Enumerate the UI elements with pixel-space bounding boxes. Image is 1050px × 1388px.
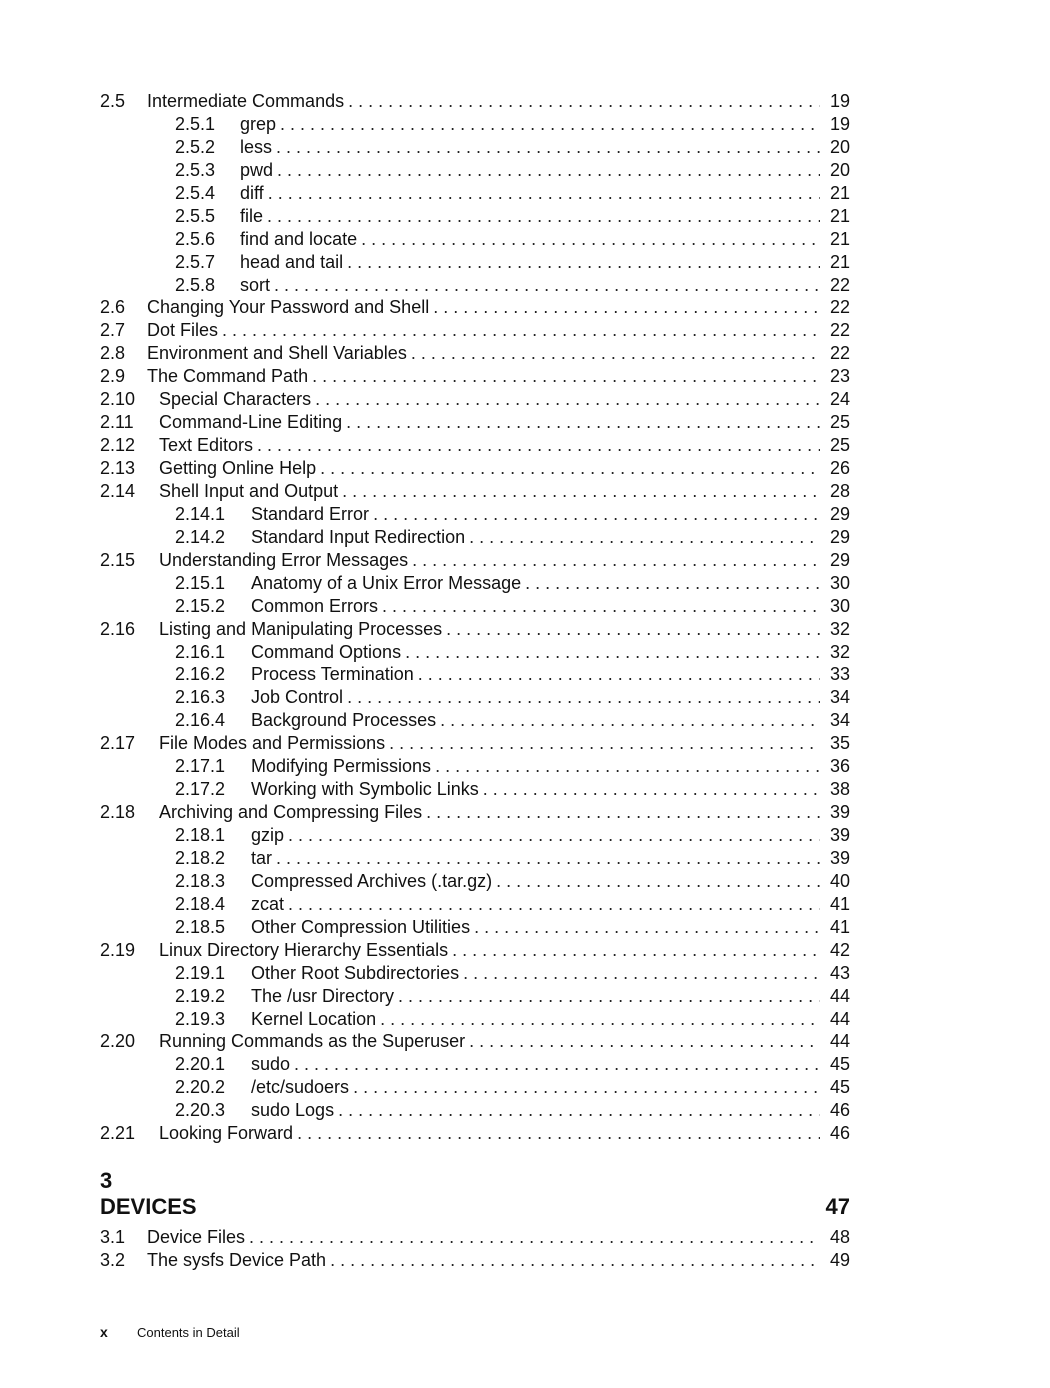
dot-leader (412, 549, 820, 572)
toc-entry-number: 2.5.3 (175, 159, 216, 180)
toc-entry-title: Process Termination (251, 664, 414, 685)
toc-entry[interactable] (100, 434, 850, 457)
toc-entry-page: 36 (829, 756, 850, 777)
dot-leader (353, 1076, 820, 1099)
toc-entry-number: 2.17.1 (175, 756, 226, 777)
toc-entry-page: 25 (829, 412, 850, 433)
toc-entry-page: 39 (829, 802, 850, 823)
dot-leader (483, 778, 820, 801)
toc-entry-page: 21 (829, 205, 850, 226)
toc-entry-page: 46 (829, 1100, 850, 1121)
toc-entry-page: 29 (829, 503, 850, 524)
dot-leader (411, 342, 820, 365)
toc-entry-page: 21 (829, 251, 850, 272)
toc-entry-title: Anatomy of a Unix Error Message (251, 572, 522, 593)
toc-entry[interactable] (100, 1122, 850, 1145)
toc-entry-title: Looking Forward (159, 1123, 294, 1144)
toc-entry-number: 2.5 (100, 91, 126, 111)
dot-leader (389, 732, 820, 755)
dot-leader (297, 1122, 820, 1145)
toc-entry[interactable] (100, 939, 850, 962)
toc-entry[interactable] (100, 503, 850, 526)
toc-entry-page: 25 (829, 435, 850, 456)
dot-leader (347, 686, 820, 709)
toc-entry-number: 2.18.1 (175, 825, 226, 845)
page-folio: x (100, 1324, 108, 1340)
toc-entry-page: 49 (829, 1249, 850, 1270)
toc-entry-title: Modifying Permissions (251, 756, 432, 777)
toc-entry-page: 45 (829, 1077, 850, 1098)
toc-entry-page: 30 (829, 572, 850, 593)
toc-entry-number: 2.5.6 (175, 228, 216, 249)
toc-entry-page: 29 (829, 549, 850, 570)
toc-entry-title: Command-Line Editing (159, 412, 343, 433)
toc-entry[interactable] (100, 572, 850, 595)
dot-leader (315, 388, 820, 411)
running-title: Contents in Detail (137, 1325, 240, 1340)
toc-entry-title: less (240, 136, 273, 157)
toc-entry-title: diff (240, 182, 264, 203)
toc-entry-page: 21 (829, 228, 850, 249)
toc-entry-number: 2.19.1 (175, 962, 226, 983)
toc-entry-page: 39 (829, 825, 850, 845)
toc-entry-number: 2.16 (100, 618, 136, 639)
dot-leader (452, 939, 820, 962)
toc-entry[interactable] (100, 755, 850, 778)
dot-leader (361, 228, 820, 251)
toc-entry-title: gzip (251, 825, 285, 845)
toc-entry-number: 2.17 (100, 733, 136, 754)
toc-entry-title: Standard Error (251, 503, 370, 524)
toc-entry-number: 2.18.5 (175, 916, 226, 937)
dot-leader (474, 916, 820, 939)
toc-entry-page: 42 (829, 939, 850, 960)
toc-entry-title: Job Control (251, 687, 344, 708)
toc-entry[interactable] (100, 251, 850, 274)
dot-leader (312, 365, 820, 388)
toc-entry-page: 34 (829, 687, 850, 708)
chapter-heading (100, 1194, 850, 1220)
toc-entry-title: Archiving and Compressing Files (159, 802, 423, 823)
toc-entry[interactable] (100, 1249, 850, 1272)
toc-entry[interactable] (100, 641, 850, 664)
toc-entry-number: 2.5.2 (175, 136, 216, 157)
toc-entry-title: Listing and Manipulating Processes (159, 618, 443, 639)
toc-entry-page: 22 (829, 297, 850, 318)
toc-entry[interactable] (100, 1008, 850, 1031)
toc-entry-title: The /usr Directory (251, 985, 395, 1006)
dot-leader (274, 274, 820, 297)
toc-entry-number: 2.18.3 (175, 870, 226, 891)
dot-leader (469, 526, 820, 549)
toc-entry-number: 2.16.4 (175, 710, 226, 731)
toc-entry-title: Running Commands as the Superuser (159, 1031, 466, 1052)
dot-leader (440, 709, 820, 732)
toc-entry[interactable] (100, 778, 850, 801)
toc-entry-title: Kernel Location (251, 1008, 377, 1029)
chapter-title: DEVICES (100, 1194, 197, 1219)
toc-entry-page: 43 (829, 962, 850, 983)
toc-entry[interactable] (100, 319, 850, 342)
dot-leader (268, 182, 820, 205)
toc-entry-title: Environment and Shell Variables (147, 343, 407, 364)
toc-entry-page: 32 (829, 641, 850, 662)
dot-leader (426, 801, 820, 824)
toc-entry[interactable] (100, 113, 850, 136)
toc-entry-title: sudo Logs (251, 1100, 335, 1121)
dot-leader (346, 411, 820, 434)
toc-entry-title: sudo (251, 1054, 291, 1075)
toc-entry-title: file (240, 205, 264, 226)
toc-entry-number: 2.5.7 (175, 251, 216, 272)
toc-entry-title: Understanding Error Messages (159, 549, 409, 570)
toc-entry-title: Compressed Archives (.tar.gz) (251, 870, 493, 891)
toc-entry[interactable] (100, 709, 850, 732)
toc-entry[interactable] (100, 1053, 850, 1076)
toc-entry-number: 2.16.1 (175, 641, 226, 662)
dot-leader (469, 1030, 820, 1053)
toc-entry-title: Command Options (251, 641, 402, 662)
chapter-toc-list (100, 1226, 850, 1272)
dot-leader (405, 641, 820, 664)
toc-entry-title: Background Processes (251, 710, 437, 731)
toc-entry-page: 48 (829, 1227, 850, 1247)
toc-entry-number: 2.19 (100, 939, 136, 960)
dot-leader (249, 1226, 820, 1249)
toc-entry[interactable] (100, 274, 850, 297)
dot-leader (288, 893, 820, 916)
dot-leader (348, 90, 820, 113)
toc-entry-title: Shell Input and Output (159, 480, 339, 501)
toc-entry[interactable] (100, 296, 850, 319)
toc-entry[interactable] (100, 228, 850, 251)
toc-entry-title: The sysfs Device Path (147, 1249, 327, 1270)
toc-entry-number: 2.15.2 (175, 595, 226, 616)
dot-leader (435, 755, 820, 778)
toc-entry-title: Other Root Subdirectories (251, 962, 460, 983)
toc-entry-page: 35 (829, 733, 850, 754)
toc-entry-title: Common Errors (251, 595, 379, 616)
toc-entry-number: 2.19.2 (175, 985, 226, 1006)
toc-entry-number: 2.8 (100, 343, 126, 364)
toc-entry-title: pwd (240, 159, 274, 180)
dot-leader (267, 205, 820, 228)
toc-entry[interactable] (100, 388, 850, 411)
toc-entry-number: 2.20.3 (175, 1100, 226, 1121)
toc-entry-title: Changing Your Password and Shell (147, 297, 430, 318)
toc-entry[interactable] (100, 342, 850, 365)
toc-entry[interactable] (100, 985, 850, 1008)
toc-entry-page: 20 (829, 159, 850, 180)
toc-entry-number: 2.9 (100, 366, 126, 387)
toc-entry-page: 44 (829, 1008, 850, 1029)
toc-entry[interactable] (100, 732, 850, 755)
toc-entry-page: 21 (829, 182, 850, 203)
toc-entry-title: Other Compression Utilities (251, 916, 471, 937)
dot-leader (380, 1008, 820, 1031)
toc-entry-title: Standard Input Redirection (251, 526, 466, 547)
dot-leader (320, 457, 820, 480)
toc-entry[interactable] (100, 457, 850, 480)
dot-leader (222, 319, 820, 342)
toc-entry-page: 34 (829, 710, 850, 731)
toc-entry-number: 2.21 (100, 1123, 136, 1144)
toc-entry-title: Dot Files (147, 320, 219, 341)
toc-entry-page: 30 (829, 595, 850, 616)
toc-entry-title: The Command Path (147, 366, 309, 387)
dot-leader (338, 1099, 820, 1122)
toc-entry-number: 3.2 (100, 1249, 126, 1270)
dot-leader (418, 663, 820, 686)
toc-entry-title: Text Editors (159, 435, 254, 456)
toc-entry-title: /etc/sudoers (251, 1077, 350, 1098)
toc-entry-title: Intermediate Commands (147, 91, 345, 111)
dot-leader (525, 572, 820, 595)
dot-leader (433, 296, 820, 319)
toc-entry[interactable] (100, 801, 850, 824)
toc-entry[interactable] (100, 182, 850, 205)
page-footer (100, 1323, 240, 1342)
toc-entry-title: Getting Online Help (159, 458, 317, 478)
toc-entry-page: 22 (829, 320, 850, 341)
toc-entry[interactable] (100, 618, 850, 641)
toc-entry-number: 2.7 (100, 320, 126, 341)
toc-entry-title: File Modes and Permissions (159, 733, 386, 754)
toc-entry-page: 38 (829, 779, 850, 800)
toc-entry-page: 39 (829, 847, 850, 868)
toc-entry[interactable] (100, 526, 850, 549)
dot-leader (382, 595, 820, 618)
toc-entry-page: 41 (829, 916, 850, 937)
toc-entry-number: 2.18.2 (175, 847, 226, 868)
toc-entry[interactable] (100, 480, 850, 503)
toc-entry-number: 2.11 (100, 412, 134, 433)
toc-entry-title: grep (240, 113, 277, 134)
toc-entry-number: 2.20 (100, 1031, 136, 1052)
toc-entry[interactable] (100, 1099, 850, 1122)
toc-entry[interactable] (100, 870, 850, 893)
toc-entry-title: sort (240, 274, 271, 295)
toc-entry-page: 22 (829, 343, 850, 364)
toc-entry-page: 22 (829, 274, 850, 295)
toc-entry-number: 2.20.1 (175, 1054, 226, 1075)
toc-entry-number: 2.5.8 (175, 274, 216, 295)
toc-entry-page: 19 (829, 91, 850, 111)
toc-entry-number: 2.18 (100, 802, 136, 823)
toc-entry[interactable] (100, 663, 850, 686)
toc-entry[interactable] (100, 1076, 850, 1099)
toc-entry-page: 40 (829, 870, 850, 891)
toc-entry-number: 3.1 (100, 1227, 126, 1247)
toc-entry-page: 28 (829, 480, 850, 501)
toc-entry-number: 2.10 (100, 389, 136, 410)
chapter-page: 47 (825, 1194, 850, 1219)
toc-entry[interactable] (100, 159, 850, 182)
toc-entry-number: 2.16.2 (175, 664, 226, 685)
dot-leader (347, 251, 820, 274)
toc-entry-page: 29 (829, 526, 850, 547)
toc-entry-page: 23 (829, 366, 850, 387)
toc-entry-title: Special Characters (159, 389, 312, 410)
toc-entry-number: 2.15.1 (175, 572, 226, 593)
toc-entry-page: 44 (829, 1031, 850, 1052)
toc-entry-number: 2.6 (100, 297, 126, 318)
toc-entry-page: 24 (829, 389, 850, 410)
dot-leader (496, 870, 820, 893)
dot-leader (373, 503, 820, 526)
dot-leader (257, 434, 820, 457)
toc-entry[interactable] (100, 1030, 850, 1053)
toc-entry-page: 26 (829, 458, 850, 478)
chapter-number: 3 (100, 1168, 113, 1193)
dot-leader (294, 1053, 820, 1076)
toc-entry[interactable] (100, 962, 850, 985)
dot-leader (280, 113, 820, 136)
toc-entry-number: 2.14.1 (175, 503, 226, 524)
toc-entry[interactable] (100, 1226, 850, 1249)
toc-entry-number: 2.16.3 (175, 687, 226, 708)
toc-entry-title: head and tail (240, 251, 344, 272)
toc-entry-page: 41 (829, 893, 850, 914)
toc-entry[interactable] (100, 847, 850, 870)
toc-entry-title: Working with Symbolic Links (251, 779, 479, 800)
toc-entry-number: 2.14 (100, 480, 136, 501)
toc-entry-title: Device Files (147, 1227, 246, 1247)
toc-entry-number: 2.18.4 (175, 893, 226, 914)
toc-entry[interactable] (100, 136, 850, 159)
toc-entry[interactable] (100, 205, 850, 228)
dot-leader (276, 136, 820, 159)
toc-entry-number: 2.19.3 (175, 1008, 226, 1029)
toc-entry-page: 32 (829, 618, 850, 639)
toc-entry-page: 19 (829, 113, 850, 134)
toc-entry-page: 46 (829, 1123, 850, 1144)
dot-leader (342, 480, 820, 503)
toc-entry-number: 2.5.5 (175, 205, 216, 226)
toc-entry[interactable] (100, 90, 850, 113)
toc-entry-number: 2.12 (100, 435, 136, 456)
toc-entry[interactable] (100, 824, 850, 847)
toc-entry-title: tar (251, 847, 273, 868)
toc-entry[interactable] (100, 411, 850, 434)
toc-entry-title: zcat (251, 893, 285, 914)
toc-entry-number: 2.5.4 (175, 182, 216, 203)
dot-leader (398, 985, 820, 1008)
toc-entry[interactable] (100, 595, 850, 618)
toc-entry-number: 2.13 (100, 458, 136, 478)
toc-entry-page: 45 (829, 1054, 850, 1075)
dot-leader (288, 824, 820, 847)
toc-entry-number: 2.15 (100, 549, 136, 570)
dot-leader (277, 159, 820, 182)
toc-list (100, 90, 850, 1145)
toc-entry[interactable] (100, 916, 850, 939)
toc-entry[interactable] (100, 686, 850, 709)
dot-leader (276, 847, 820, 870)
toc-entry[interactable] (100, 365, 850, 388)
toc-entry-number: 2.14.2 (175, 526, 226, 547)
toc-entry-page: 33 (829, 664, 850, 685)
toc-entry[interactable] (100, 549, 850, 572)
toc-entry-page: 44 (829, 985, 850, 1006)
dot-leader (330, 1249, 820, 1272)
toc-entry-page: 20 (829, 136, 850, 157)
chapter-block (100, 1168, 850, 1272)
toc-entry-number: 2.17.2 (175, 779, 226, 800)
toc-entry-title: find and locate (240, 228, 358, 249)
toc-entry-title: Linux Directory Hierarchy Essentials (159, 939, 449, 960)
dot-leader (463, 962, 820, 985)
toc-entry-number: 2.20.2 (175, 1077, 226, 1098)
toc-entry[interactable] (100, 893, 850, 916)
toc-entry-number: 2.5.1 (175, 113, 216, 134)
dot-leader (446, 618, 820, 641)
